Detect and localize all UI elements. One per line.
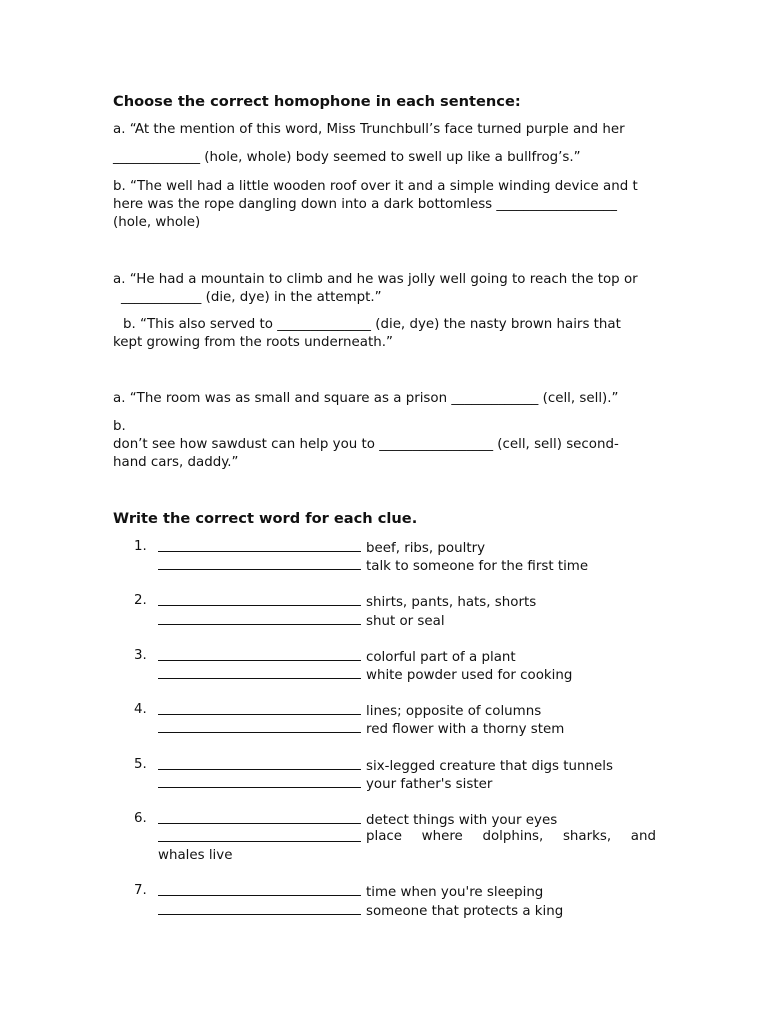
clue-text: shut or seal xyxy=(366,614,445,629)
sentence-3b-label: b. xyxy=(113,419,126,434)
answer-blank[interactable] xyxy=(158,829,361,842)
clue-text: colorful part of a plant xyxy=(366,650,516,665)
sentence-1a-line1: a. “At the mention of this word, Miss Trunchbull’s face turned purple and her xyxy=(113,122,625,137)
answer-blank[interactable] xyxy=(158,648,361,661)
sentence-3b-line2: hand cars, daddy.” xyxy=(113,455,239,470)
clue-text: shirts, pants, hats, shorts xyxy=(366,595,537,610)
clue-row xyxy=(158,539,485,556)
answer-blank[interactable] xyxy=(158,666,361,679)
answer-blank[interactable] xyxy=(158,775,361,788)
item-number: 3. xyxy=(134,648,147,663)
clue-row xyxy=(158,557,588,574)
clue-text-justified xyxy=(366,829,656,844)
answer-blank[interactable] xyxy=(158,883,361,896)
item-number: 6. xyxy=(134,811,147,826)
clue-text-continued: whales live xyxy=(158,848,233,863)
clue-word: where xyxy=(421,829,463,844)
clue-text: lines; opposite of columns xyxy=(366,704,542,719)
answer-blank[interactable] xyxy=(158,720,361,733)
item-number: 2. xyxy=(134,593,147,608)
clue-text: someone that protects a king xyxy=(366,904,564,919)
clue-row xyxy=(158,593,536,610)
clue-row xyxy=(158,883,543,900)
clue-text: six-legged creature that digs tunnels xyxy=(366,759,613,774)
clue-word: sharks, xyxy=(562,829,612,844)
clue-row xyxy=(158,702,541,719)
sentence-2a-line2: ____________ (die, dye) in the attempt.” xyxy=(121,290,382,305)
section1-heading: Choose the correct homophone in each sentence: xyxy=(113,93,521,110)
sentence-2b-line2: kept growing from the roots underneath.” xyxy=(113,335,393,350)
clue-word: place xyxy=(366,829,403,844)
answer-blank[interactable] xyxy=(158,612,361,625)
sentence-3b-line1: don’t see how sawdust can help you to _________________ (cell, sell) second- xyxy=(113,437,619,452)
sentence-1b-line1: b. “The well had a little wooden roof over it and a simple winding device and t xyxy=(113,179,638,194)
clue-row xyxy=(158,757,613,774)
clue-row xyxy=(158,775,492,792)
clue-row xyxy=(158,612,445,629)
sentence-1b-line2: here was the rope dangling down into a dark bottomless __________________ xyxy=(113,197,617,212)
clue-text: white powder used for cooking xyxy=(366,668,573,683)
answer-blank[interactable] xyxy=(158,902,361,915)
sentence-2a-line1: a. “He had a mountain to climb and he was jolly well going to reach the top or xyxy=(113,272,638,287)
section2-heading: Write the correct word for each clue. xyxy=(113,510,418,527)
clue-row xyxy=(158,902,563,919)
clue-row xyxy=(158,720,564,737)
answer-blank[interactable] xyxy=(158,593,361,606)
sentence-3a-line1: a. “The room was as small and square as a prison _____________ (cell, sell).” xyxy=(113,391,619,406)
answer-blank[interactable] xyxy=(158,702,361,715)
item-number: 7. xyxy=(134,883,147,898)
answer-blank[interactable] xyxy=(158,557,361,570)
clue-text: time when you're sleeping xyxy=(366,885,544,900)
clue-text: detect things with your eyes xyxy=(366,813,558,828)
answer-blank[interactable] xyxy=(158,757,361,770)
clue-text: your father's sister xyxy=(366,777,493,792)
clue-word: and xyxy=(630,829,656,844)
item-number: 4. xyxy=(134,702,147,717)
clue-text: red flower with a thorny stem xyxy=(366,722,565,737)
answer-blank[interactable] xyxy=(158,539,361,552)
sentence-2b-line1: b. “This also served to ______________ (die, dye) the nasty brown hairs that xyxy=(123,317,621,332)
item-number: 1. xyxy=(134,539,147,554)
clue-text: talk to someone for the first time xyxy=(366,559,589,574)
clue-row xyxy=(158,666,572,683)
clue-row xyxy=(158,811,557,828)
sentence-1b-line3: (hole, whole) xyxy=(113,215,201,230)
clue-row xyxy=(158,648,516,665)
clue-row xyxy=(158,829,366,846)
answer-blank[interactable] xyxy=(158,811,361,824)
item-number: 5. xyxy=(134,757,147,772)
clue-word: dolphins, xyxy=(482,829,544,844)
clue-text: beef, ribs, poultry xyxy=(366,541,485,556)
sentence-1a-line2: _____________ (hole, whole) body seemed to swell up like a bullfrog’s.” xyxy=(113,150,581,165)
